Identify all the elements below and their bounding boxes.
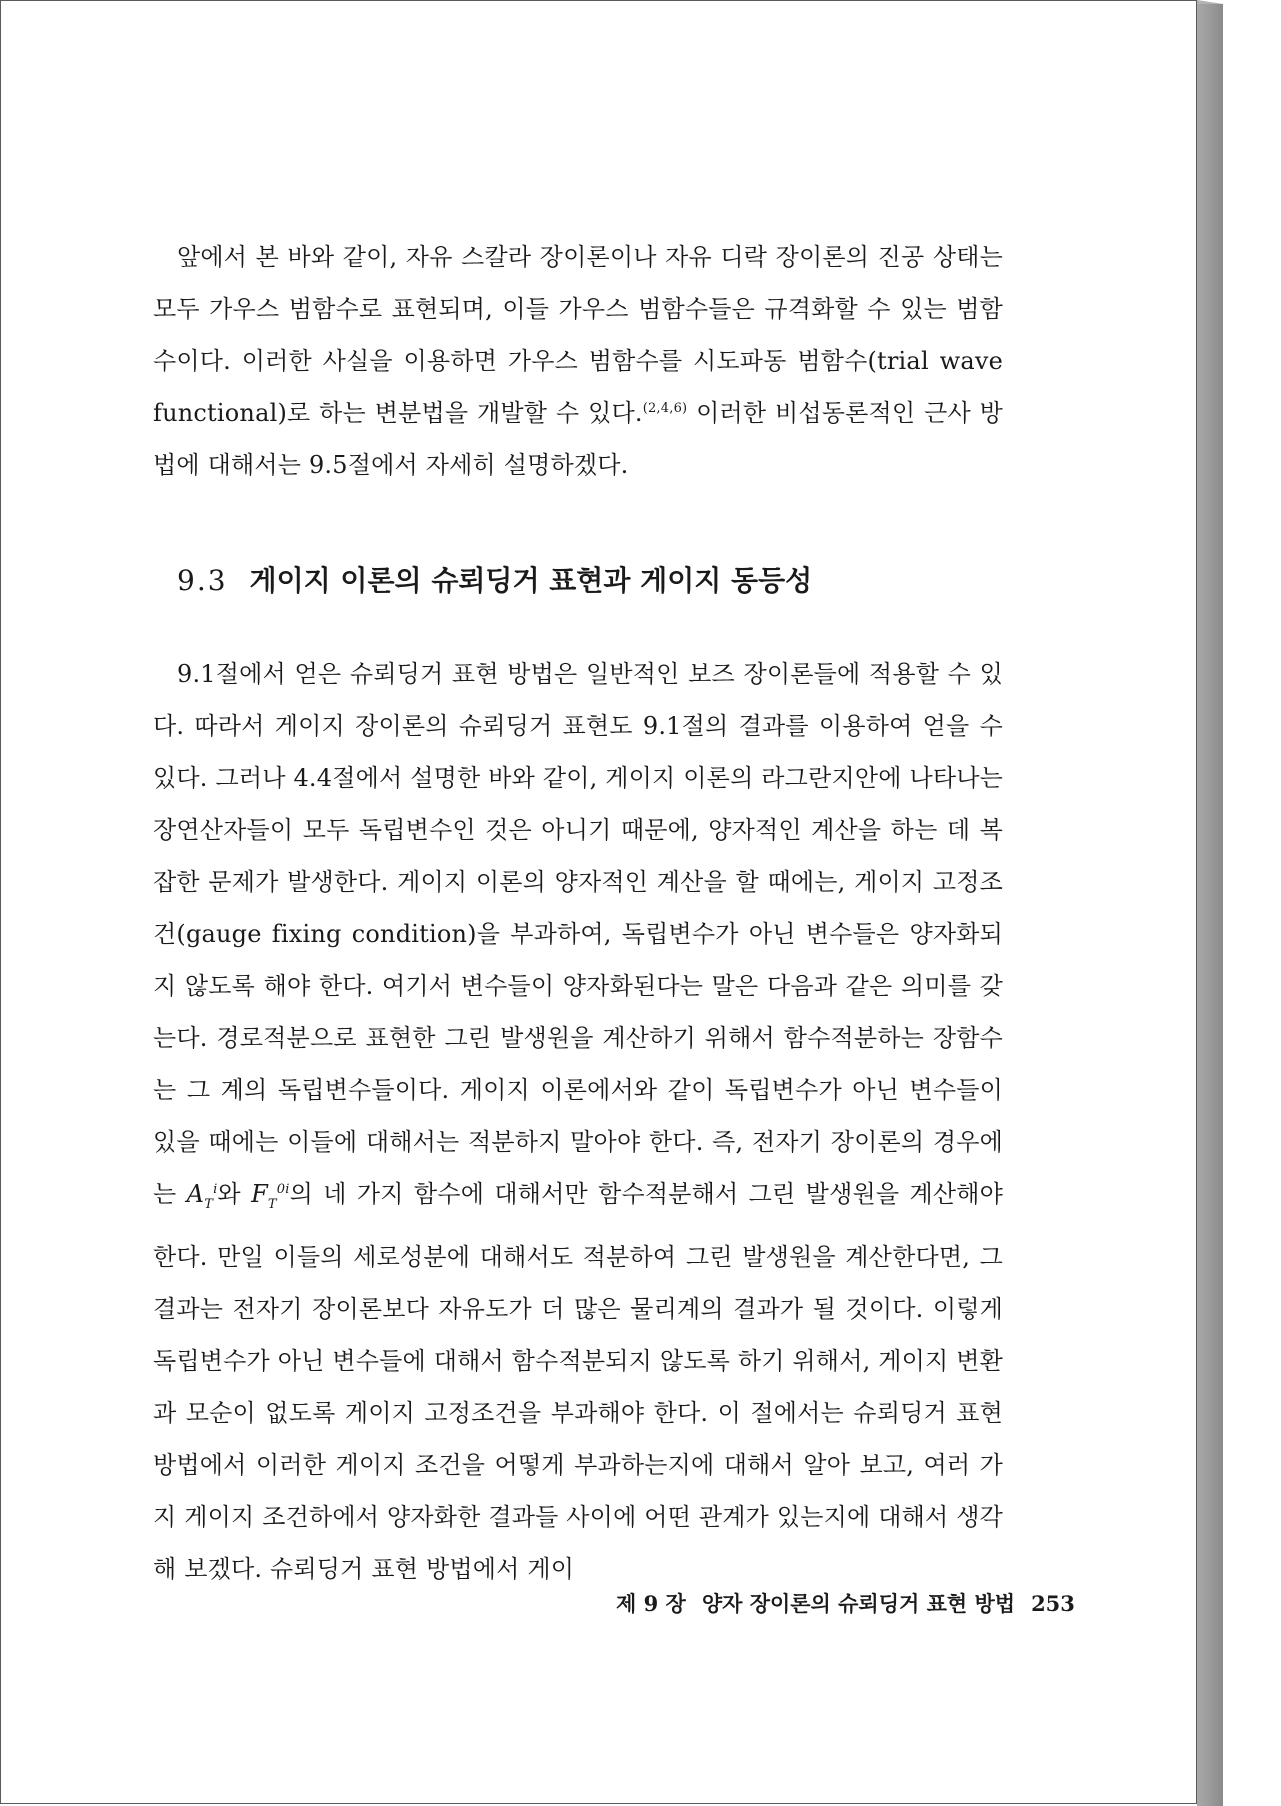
- math-f-transverse: [251, 1180, 290, 1212]
- math-a-sub: T: [204, 1196, 214, 1212]
- paragraph-intro: [153, 231, 1003, 491]
- footer-chapter: 제 9 장: [616, 1591, 686, 1616]
- section-number: 9.3: [177, 564, 228, 597]
- section-heading: [177, 561, 812, 601]
- math-joiner: 와: [217, 1180, 252, 1208]
- math-f-sub: T: [267, 1196, 277, 1212]
- paragraph-intro-text-end: 이러한 비섭동론적인 근사 방법에 대해서는 9.5절에서 자세히 설명하겠다.: [153, 399, 1003, 479]
- footer-page-number: 253: [1031, 1591, 1075, 1616]
- paragraph-body-text-end: 의 네 가지 함수에 대해서만 함수적분해서 그린 발생원을 계산해야 한다. 만일 이들의 세로성분에 대해서도 적분하여 그린 발생원을 계산한다면, 그 결과는 전자기 장이론보다 자유도가 더 많은 물리계의 결과가 될 것이다. 이렇게 독립변수가 아닌 변수들에 대해서 함수적분되지 않도록 하기 위해서, 게이지 변환과 모순이 없도록 게이지 고정조건을 부과해야 한다. 이 절에서는 슈뢰딩거 표현 방법에서 이러한 게이지 조건을 어떻게 부과하는지에 대해서 알아 보고, 여러 가지 게이지 조건하에서 양자화한 결과들 사이에 어떤 관계가 있는지에 대해서 생각해 보겠다. 슈뢰딩거 표현 방법에서 게이: [153, 1180, 1004, 1583]
- math-f-base: F: [251, 1180, 268, 1208]
- page-stack-edge: [1197, 4, 1223, 1806]
- paragraph-intro-text: 앞에서 본 바와 같이, 자유 스칼라 장이론이나 자유 디락 장이론의 진공 상태는 모두 가우스 범함수로 표현되며, 이들 가우스 범함수들은 규격화할 수 있는 범함수이다. 이러한 사실을 이용하면 가우스 범함수를 시도파동 범함수(trial wave functional)로 하는 변분법을 개발할 수 있다.: [153, 243, 1003, 427]
- paragraph-body-text: 9.1절에서 얻은 슈뢰딩거 표현 방법은 일반적인 보즈 장이론들에 적용할 수 있다. 따라서 게이지 장이론의 슈뢰딩거 표현도 9.1절의 결과를 이용하여 얻을 수 있다. 그러나 4.4절에서 설명한 바와 같이, 게이지 이론의 라그란지안에 나타나는 장연산자들이 모두 독립변수인 것은 아니기 때문에, 양자적인 계산을 하는 데 복잡한 문제가 발생한다. 게이지 이론의 양자적인 계산을 할 때에는, 게이지 고정조건(gauge fixing condition)을 부과하여, 독립변수가 아닌 변수들은 양자화되지 않도록 해야 한다. 여기서 변수들이 양자화된다는 말은 다음과 같은 의미를 갖는다. 경로적분으로 표현한 그린 발생원을 계산하기 위해서 함수적분하는 장함수는 그 계의 독립변수들이다. 게이지 이론에서와 같이 독립변수가 아닌 변수들이 있을 때에는 이들에 대해서는 적분하지 말아야 한다. 즉, 전자기 장이론의 경우에는: [153, 660, 1003, 1208]
- math-f-sup: 0i: [276, 1182, 290, 1197]
- math-a-base: A: [186, 1180, 205, 1208]
- footer-chapter-title: 양자 장이론의 슈뢰딩거 표현 방법: [701, 1591, 1016, 1616]
- math-a-transverse: [186, 1180, 218, 1212]
- math-a-sup: i: [213, 1182, 218, 1197]
- page-footer: [616, 1589, 1075, 1619]
- paragraph-body: [153, 648, 1003, 1595]
- section-title: 게이지 이론의 슈뢰딩거 표현과 게이지 동등성: [249, 564, 813, 597]
- citation-reference: (2,4,6): [642, 401, 688, 416]
